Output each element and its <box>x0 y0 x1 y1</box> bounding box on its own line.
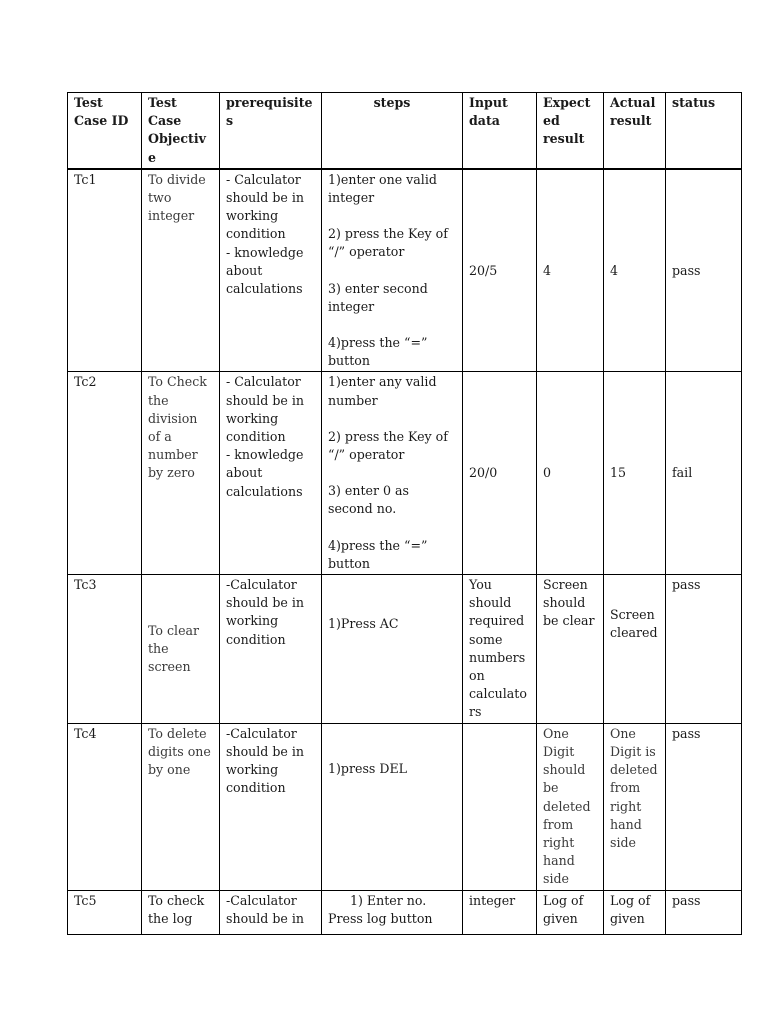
cell-status: pass <box>666 723 742 890</box>
cell-steps <box>322 890 463 934</box>
prereq-line: - Calculator should be in working condition <box>226 374 305 445</box>
header-test-case-objective: Test Case Objective <box>142 93 220 169</box>
table-row <box>68 890 742 934</box>
cell-prerequisites <box>220 575 322 724</box>
cell-prerequisites <box>220 723 322 890</box>
table-row <box>68 723 742 890</box>
cell-expected-result: 0 <box>537 372 604 575</box>
cell-input-data: 20/5 <box>463 169 537 372</box>
cell-actual-result: 15 <box>604 372 666 575</box>
cell-id: Tc5 <box>68 890 142 934</box>
prereq-line: -Calculator should be in <box>226 892 305 926</box>
cell-id: Tc2 <box>68 372 142 575</box>
cell-expected-result: Screen should be clear <box>537 575 604 724</box>
prereq-line: -Calculator should be in working condition <box>226 725 305 796</box>
cell-status: pass <box>666 890 742 934</box>
cell-steps <box>322 575 463 724</box>
cell-objective: To delete digits one by one <box>142 723 220 890</box>
step-line: 3) enter 0 as second no. <box>328 483 410 517</box>
cell-id: Tc3 <box>68 575 142 724</box>
header-row <box>68 93 742 169</box>
step-line: 1) Enter no. <box>350 892 427 908</box>
table-row <box>68 372 742 575</box>
cell-status: pass <box>666 169 742 372</box>
header-input-data: Input data <box>463 93 537 169</box>
cell-input-data: 20/0 <box>463 372 537 575</box>
cell-input-data: integer <box>463 890 537 934</box>
table-row <box>68 169 742 372</box>
cell-objective: To divide two integer <box>142 169 220 372</box>
cell-expected-result: Log of given <box>537 890 604 934</box>
cell-actual-result: One Digit is deleted from right hand side <box>604 723 666 890</box>
cell-prerequisites <box>220 372 322 575</box>
header-actual-result: Actual result <box>604 93 666 169</box>
cell-prerequisites <box>220 169 322 372</box>
cell-actual-result: Log of given <box>604 890 666 934</box>
cell-prerequisites <box>220 890 322 934</box>
cell-expected-result: One Digit should be deleted from right hand side <box>537 723 604 890</box>
prereq-line: - knowledge about calculations <box>226 244 304 297</box>
header-prerequisites: prerequisites <box>220 93 322 169</box>
cell-objective: To Check the division of a number by zero <box>142 372 220 575</box>
cell-status: pass <box>666 575 742 724</box>
step-line: 3) enter second integer <box>328 280 428 314</box>
cell-id: Tc4 <box>68 723 142 890</box>
step-line: 2) press the Key of “/” operator <box>328 428 448 463</box>
header-steps: steps <box>322 93 463 169</box>
step-line: 1)press DEL <box>328 760 408 776</box>
step-line: 2) press the Key of “/” operator <box>328 226 448 260</box>
prereq-line: - Calculator should be in working condition <box>226 171 305 242</box>
cell-actual-result: 4 <box>604 169 666 372</box>
step-line: 4)press the “=” button <box>328 335 428 369</box>
step-line: 1)enter any valid number <box>328 374 437 408</box>
step-line: 1)enter one valid integer <box>328 171 437 206</box>
test-case-table <box>67 92 742 935</box>
step-line: Press log button <box>328 910 433 926</box>
cell-objective: To clear the screen <box>142 575 220 724</box>
cell-status: fail <box>666 372 742 575</box>
step-line: 1)Press AC <box>328 616 399 632</box>
cell-input-data: You should required some numbers on calculators <box>463 575 537 724</box>
step-line: 4)press the “=” button <box>328 537 428 571</box>
cell-steps <box>322 169 463 372</box>
cell-steps <box>322 723 463 890</box>
cell-input-data <box>463 723 537 890</box>
cell-id: Tc1 <box>68 169 142 372</box>
prereq-line: -Calculator should be in working condition <box>226 577 305 647</box>
cell-steps <box>322 372 463 575</box>
table-row <box>68 575 742 724</box>
cell-actual-result: Screen cleared <box>604 575 666 724</box>
prereq-line: - knowledge about calculations <box>226 447 304 499</box>
header-test-case-id: Test Case ID <box>68 93 142 169</box>
cell-objective: To check the log <box>142 890 220 934</box>
header-expected-result: Expected result <box>537 93 604 169</box>
cell-expected-result: 4 <box>537 169 604 372</box>
header-status: status <box>666 93 742 169</box>
